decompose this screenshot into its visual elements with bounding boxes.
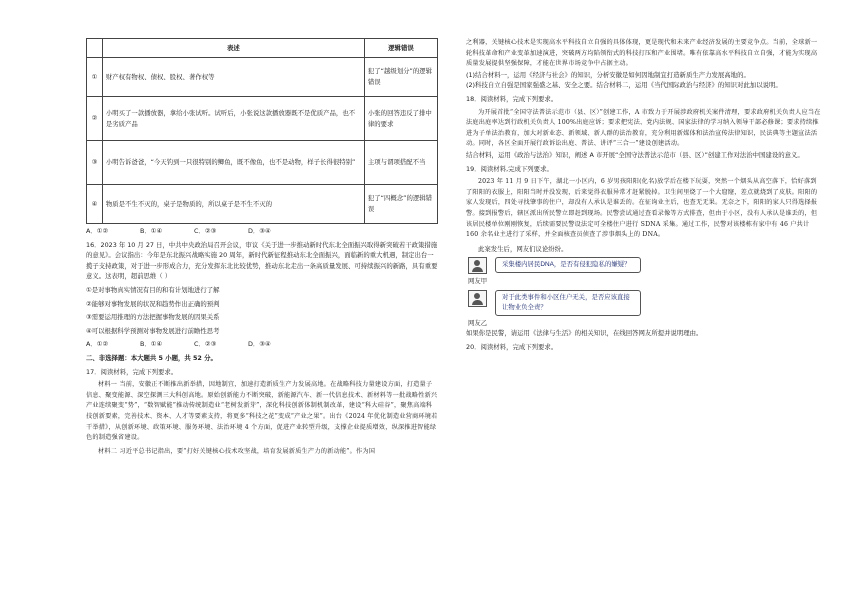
row-error: 主项与谓项搭配不当 <box>364 141 437 185</box>
left-column <box>86 38 438 457</box>
row-number: ③ <box>87 141 103 185</box>
table-row <box>87 97 438 141</box>
row-statement: 财产权有物权、债权、股权、著作权等 <box>102 58 364 97</box>
netizen-a-label: 网友甲 <box>468 277 488 286</box>
row-number: ① <box>87 58 103 97</box>
logic-error-table <box>86 38 438 224</box>
header-logic-error: 逻辑错误 <box>364 39 437 58</box>
q19-material: 2023 年 11 月 9 日下午，湖北一小区内，6 岁男孩阳阳(化名)放学后在楼下玩耍，突然一个烟头从高空落下，恰好落到了阳阳的衣服上，阳阳当时并没发现，后来觉得衣服异常才赶紧脱掉。卫生间里烧了一个大窟窿，差点就烧到了皮肤。阳阳的家人发现后，四处寻找肇事的住户，却没有人承认是谁丢的。在征询业主后，也查无无果。无奈之下，阳阳的家人只得选择报警。接到报警后，辖区派出所民警立即赶到现场。民警尝试通过查看录像等方式排查，但由于小区，没有人承认是谁丢的，但该居民楼单位刚刚恢复，后续需要民警设法定可全楼住户进行 SDNA 采集。通过工作，民警对该楼栋有家中有 46 户共计 160 余名业主进行了采样，并全面核查员侦查了涉事烟头上的 DNA。 <box>466 178 818 239</box>
table-header-row <box>87 39 438 58</box>
option-b: B．①④ <box>140 340 163 349</box>
q18-prompt: 18．阅读材料，完成下列要求。 <box>466 94 558 103</box>
right-column <box>466 38 822 353</box>
row-statement: 小明告诉爸爸，“今天钓到一只很特别的鲫鱼，既不像鱼，也不是动物，样子长得很特别” <box>102 141 364 185</box>
netizen-b-label: 网友乙 <box>468 318 488 327</box>
user-avatar-icon <box>468 290 487 307</box>
row-number: ④ <box>87 185 103 224</box>
row-error: 犯了“越级划分”的逻辑错误 <box>364 58 437 97</box>
q20-prompt: 20．阅读材料，完成下列要求。 <box>466 343 558 352</box>
table-row <box>87 141 438 185</box>
header-statement: 表述 <box>102 39 364 58</box>
netizen-b-comment <box>468 290 822 316</box>
user-avatar-icon <box>468 257 487 274</box>
table-row <box>87 58 438 97</box>
option-a: A．①② <box>86 227 109 235</box>
row-statement: 物质是不生不灭的，桌子是物质的，所以桌子是不生不灭的 <box>102 185 364 224</box>
table-row <box>87 185 438 224</box>
row-number: ② <box>87 97 103 141</box>
q19-prompt: 19．阅读材料,完成下列要求。 <box>466 164 553 173</box>
netizen-a-comment <box>468 257 822 274</box>
option-b: B．①④ <box>140 227 163 235</box>
q16-item-4: ④可以根据科学预测对事物发展进行前瞻性思考 <box>86 326 220 335</box>
comment-bubble: 对于此类事件和小区住户无关，是否应该直接让物业负全责？ <box>495 290 641 316</box>
option-a: A．①② <box>86 340 109 349</box>
q18-task: 结合材料，运用《政治与法治》知识，阐述 A 市开展“全国守法普法示范市（县、区）”创建工作对法治中国建设的意义。 <box>466 150 804 159</box>
q17-question-2: (2)科技自立自强是国家强盛之基、安全之要。结合材料二，运用《当代国际政治与经济》的知识对此加以说明。 <box>466 81 782 90</box>
q17-prompt: 17．阅读材料，完成下列要求。 <box>86 367 178 376</box>
option-d: D．③④ <box>248 340 271 349</box>
q16-item-1: ①是对事物真实情况有目的和有计划地进行了解 <box>86 285 220 294</box>
q16-stem: 16．2023 年 10 月 27 日，中共中央政治局召开会议，审议《关于进一步推动新时代东北全面振兴取得新突破若干政策措施的意见》。会议指出：今年是东北振兴战略实施 20 周年，新时代新征程推动东北全面振兴，面临新的重大机遇，制定出台一揽子支持政策，对于进一步形成合力，充分发挥东北比较优势，推动东北走出一条高质量发展、可持续振兴的新路，具有重要意义。这表明，超前思维（ ） <box>86 240 438 281</box>
q16-options <box>86 339 438 350</box>
q17-question-1: (1)结合材料一，运用《经济与社会》的知识，分析安徽是如何因地制宜打造新质生产力发展高地的。 <box>466 70 750 79</box>
q15-options <box>86 226 438 237</box>
section-heading: 二、非选择题：本大题共 5 小题，共 52 分。 <box>86 353 217 362</box>
q18-material: 为开展首批“全国守法普法示范市（县、区）”创建工作，A 市致力于开展涉政府机关案件清理，要求政府机关负责人应当在法庭出庭率达到行政机关负责人 100%出庭应诉；要求把宪法、党内法规、国家法律的学习纳入领导干部必修课；要求持续推进为子单法治教育，加大对新业态、新领域、新人群的法治教育，充分利用新媒体和法治宣传法律知识，民法典等主题宣法活动。同时，各区全面开展行政诉讼出庭、普法、讲评“三合一”建设创建活动。 <box>466 108 821 148</box>
q19-task: 如果你是民警，请运用《法律与生活》的相关知识，在线回答网友所提并说明理由。 <box>466 329 703 338</box>
row-error: 犯了“四概念”的逻辑错误 <box>364 185 437 224</box>
q17-material-2-continued: 之利器，关键核心技术是实现高水平科技自立自强的具体体现，更是现代和未来产业经济发展的主要竞争点。当前，全球新一轮科技革命和产业变革加速演进，突破两方均陷领衔式的科技打压和产业围堵。唯有依靠高水平科技自立自强，才能为实现高质量发展提供坚强保障，才能在世界市场竞争中占据主动。 <box>466 39 818 68</box>
row-error: 小张的回答违反了排中律的要求 <box>364 97 437 141</box>
q19-after: 此案发生后，网友们议论纷纷。 <box>478 244 568 253</box>
q17-material-1: 材料一 当前，安徽正不断推出新举措，因地制宜，加速打造新质生产力发展高地。在战略科技力量建设方面，打造量子信息、聚变能源、深空探测三大科创高地。原始创新能力不断突破，新能源汽车、新一代信息技术、新材料等一批战略性新兴产业连续聚变“势”，“数智赋能”推动传统制造业“老树发新芽”，深化科技创新体制机制改革，建设“科大硅谷”，聚焦高端科技创新要素，完善技术、资本、人才等要素支持，将更多“科技之花”变成“产业之果”。出台《2024 年优化制造业营商环境若干举措》，从创新环境、政策环境、服务环境、法治环境 4 个方面，促进产业转型升级，支撑企业提质增效，纵深推进智能绿色的制造强省建设。 <box>86 381 438 442</box>
comment-bubble: 采集楼内居民DNA，是否有侵犯隐私的嫌疑？ <box>495 257 641 273</box>
option-d: D．③④ <box>248 227 271 235</box>
q16-item-2: ②能够对事物发展的状况和趋势作出正确的预判 <box>86 299 220 308</box>
q16-item-3: ③需要运用推理的方法把握事物发展的因果关系 <box>86 313 220 322</box>
row-statement: 小明买了一款播放器，拿给小张试听。试听后，小张说这款播放器既不是优质产品，也不是劣质产品 <box>102 97 364 141</box>
q17-material-2: 材料二 习近平总书记指出，要“打好关键核心技术攻坚战，培育发展新质生产力的新动能”。作为国 <box>98 447 376 455</box>
option-c: C．②③ <box>194 340 217 349</box>
option-c: C．②③ <box>194 227 217 235</box>
